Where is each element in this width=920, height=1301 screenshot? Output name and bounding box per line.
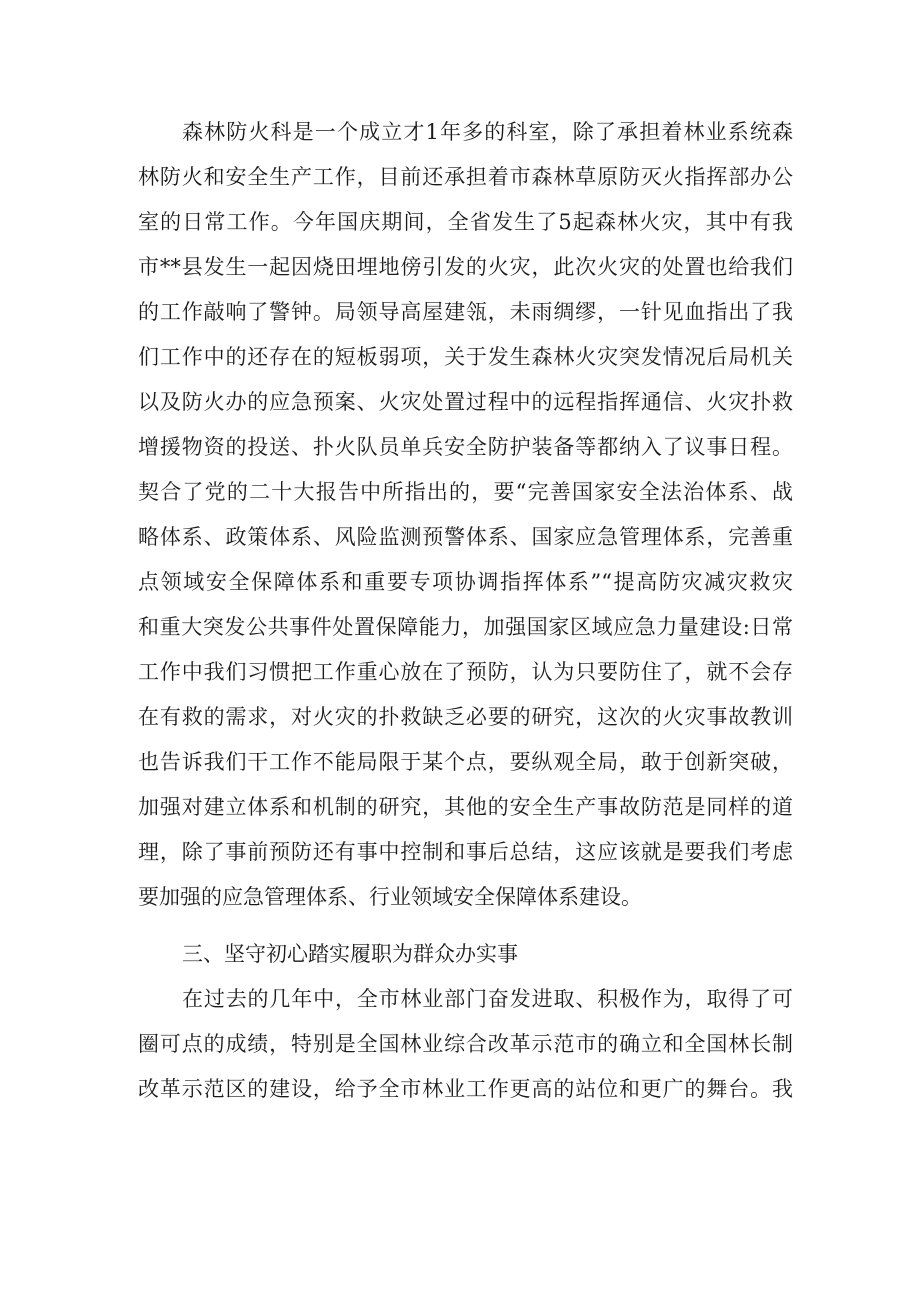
section-heading-3: 三、坚守初心踏实履职为群众办实事 bbox=[182, 942, 518, 966]
paragraph-1-line-16: 加强对建立体系和机制的研究，其他的安全生产事故防范是同样的道 bbox=[138, 795, 793, 819]
paragraph-1-line-7: 以及防火办的应急预案、火灾处置过程中的远程指挥通信、火灾扑救 bbox=[138, 390, 793, 414]
paragraph-2-line-1: 在过去的几年中，全市林业部门奋发进取、积极作为，取得了可 bbox=[182, 987, 793, 1011]
paragraph-1-line-17: 理，除了事前预防还有事中控制和事后总结，这应该就是要我们考虑 bbox=[138, 840, 793, 864]
paragraph-1-line-9: 契合了党的二十大报告中所指出的，要“完善国家安全法治体系、战 bbox=[138, 480, 793, 504]
section-gap bbox=[138, 920, 793, 932]
paragraph-1-line-12: 和重大突发公共事件处置保障能力，加强国家区域应急力量建设:日常 bbox=[138, 615, 793, 639]
paragraph-1-line-11: 点领域安全保障体系和重要专项协调指挥体系”“提高防灾减灾救灾 bbox=[138, 570, 793, 594]
paragraph-1-line-1: 森林防火科是一个成立才1年多的科室，除了承担着林业系统森 bbox=[182, 120, 793, 144]
paragraph-1-line-3: 室的日常工作。今年国庆期间，全省发生了5起森林火灾，其中有我 bbox=[138, 210, 793, 234]
paragraph-2-line-3: 改革示范区的建设，给予全市林业工作更高的站位和更广的舞台。我 bbox=[138, 1077, 793, 1101]
paragraph-1-line-18: 要加强的应急管理体系、行业领域安全保障体系建设。 bbox=[138, 885, 642, 909]
paragraph-1-line-6: 们工作中的还存在的短板弱项，关于发生森林火灾突发情况后局机关 bbox=[138, 345, 793, 369]
paragraph-1-line-10: 略体系、政策体系、风险监测预警体系、国家应急管理体系，完善重 bbox=[138, 525, 793, 549]
paragraph-1-line-5: 的工作敲响了警钟。局领导高屋建瓴，未雨绸缪，一针见血指出了我 bbox=[138, 300, 793, 324]
paragraph-2-line-2: 圈可点的成绩，特别是全国林业综合改革示范市的确立和全国林长制 bbox=[138, 1032, 793, 1056]
paragraph-1-line-8: 增援物资的投送、扑火队员单兵安全防护装备等都纳入了议事日程。 bbox=[138, 435, 793, 459]
paragraph-1-line-15: 也告诉我们干工作不能局限于某个点，要纵观全局，敢于创新突破， bbox=[138, 750, 793, 774]
paragraph-1-line-4: 市**县发生一起因烧田埋地傍引发的火灾，此次火灾的处置也给我们 bbox=[138, 255, 793, 279]
paragraph-1-line-13: 工作中我们习惯把工作重心放在了预防，认为只要防住了，就不会存 bbox=[138, 660, 793, 684]
paragraph-1-line-14: 在有救的需求，对火灾的扑救缺乏必要的研究，这次的火灾事故教训 bbox=[138, 705, 793, 729]
document-body bbox=[138, 110, 793, 1112]
paragraph-1-line-2: 林防火和安全生产工作，目前还承担着市森林草原防灭火指挥部办公 bbox=[138, 165, 793, 189]
